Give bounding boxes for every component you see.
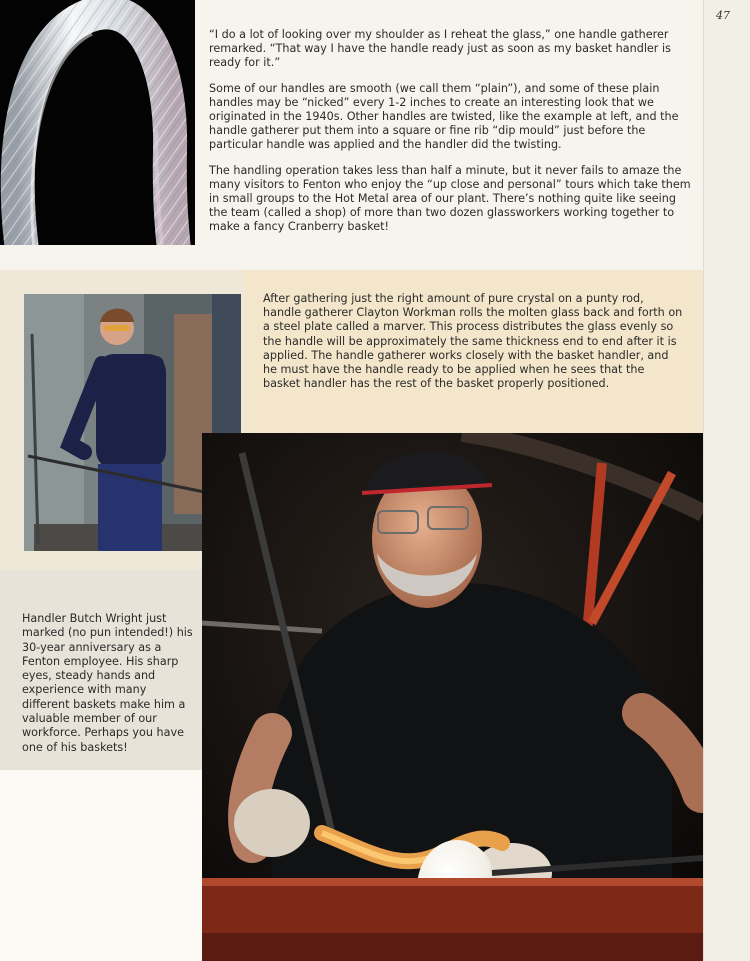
bottom-left-whitespace [0,770,202,961]
handler-caption [22,612,194,755]
marver-article-text [263,292,683,391]
intro-paragraph-2: Some of our handles are smooth (we call them “plain”), and some of these plain handles may be “nicked” every 1-2 inches to create an interesting look that we originated in the 1940s. Other handles are twisted, like the example at left, and the handle gatherer put them into a square or fine rib “dip mould” just before the particular handle was applied and the handler did the twisting. [209,81,679,152]
intro-article-text [209,28,691,246]
marver-paragraph: After gathering just the right amount of pure crystal on a punty rod, handle gatherer Clayton Workman rolls the molten glass back and forth on a steel plate called a marver. This process distributes the glass evenly so the handle will be approximately the same thickness end to end after it is applied. The handle gatherer works closely with the basket handler, and he must have the handle ready to be applied when he sees that the basket handler has the rest of the basket properly positioned. [263,292,683,391]
basket-handler-photo [202,433,703,961]
handler-caption-text: Handler Butch Wright just marked (no pun intended!) his 30-year anniversary as a Fenton employee. His sharp eyes, steady hands and experience with many different baskets make him a valuable member of our workforce. Perhaps you have one of his baskets! [22,612,193,754]
intro-paragraph-1: “I do a lot of looking over my shoulder as I reheat the glass,” one handle gatherer remarked. “That way I have the handle ready just as soon as my basket handler is ready for it.” [209,28,671,70]
page-right-margin [703,0,750,961]
intro-paragraph-3: The handling operation takes less than half a minute, but it never fails to amaze the many visitors to Fenton who enjoy the “up close and personal” tours which take them in small groups to the Hot Metal area of our plant. There’s nothing quite like seeing the team (called a shop) of more than two dozen glassworkers working together to make a fancy Cranberry basket! [209,163,691,234]
page-number: 47 [716,9,730,22]
twisted-handle-photo [0,0,195,245]
